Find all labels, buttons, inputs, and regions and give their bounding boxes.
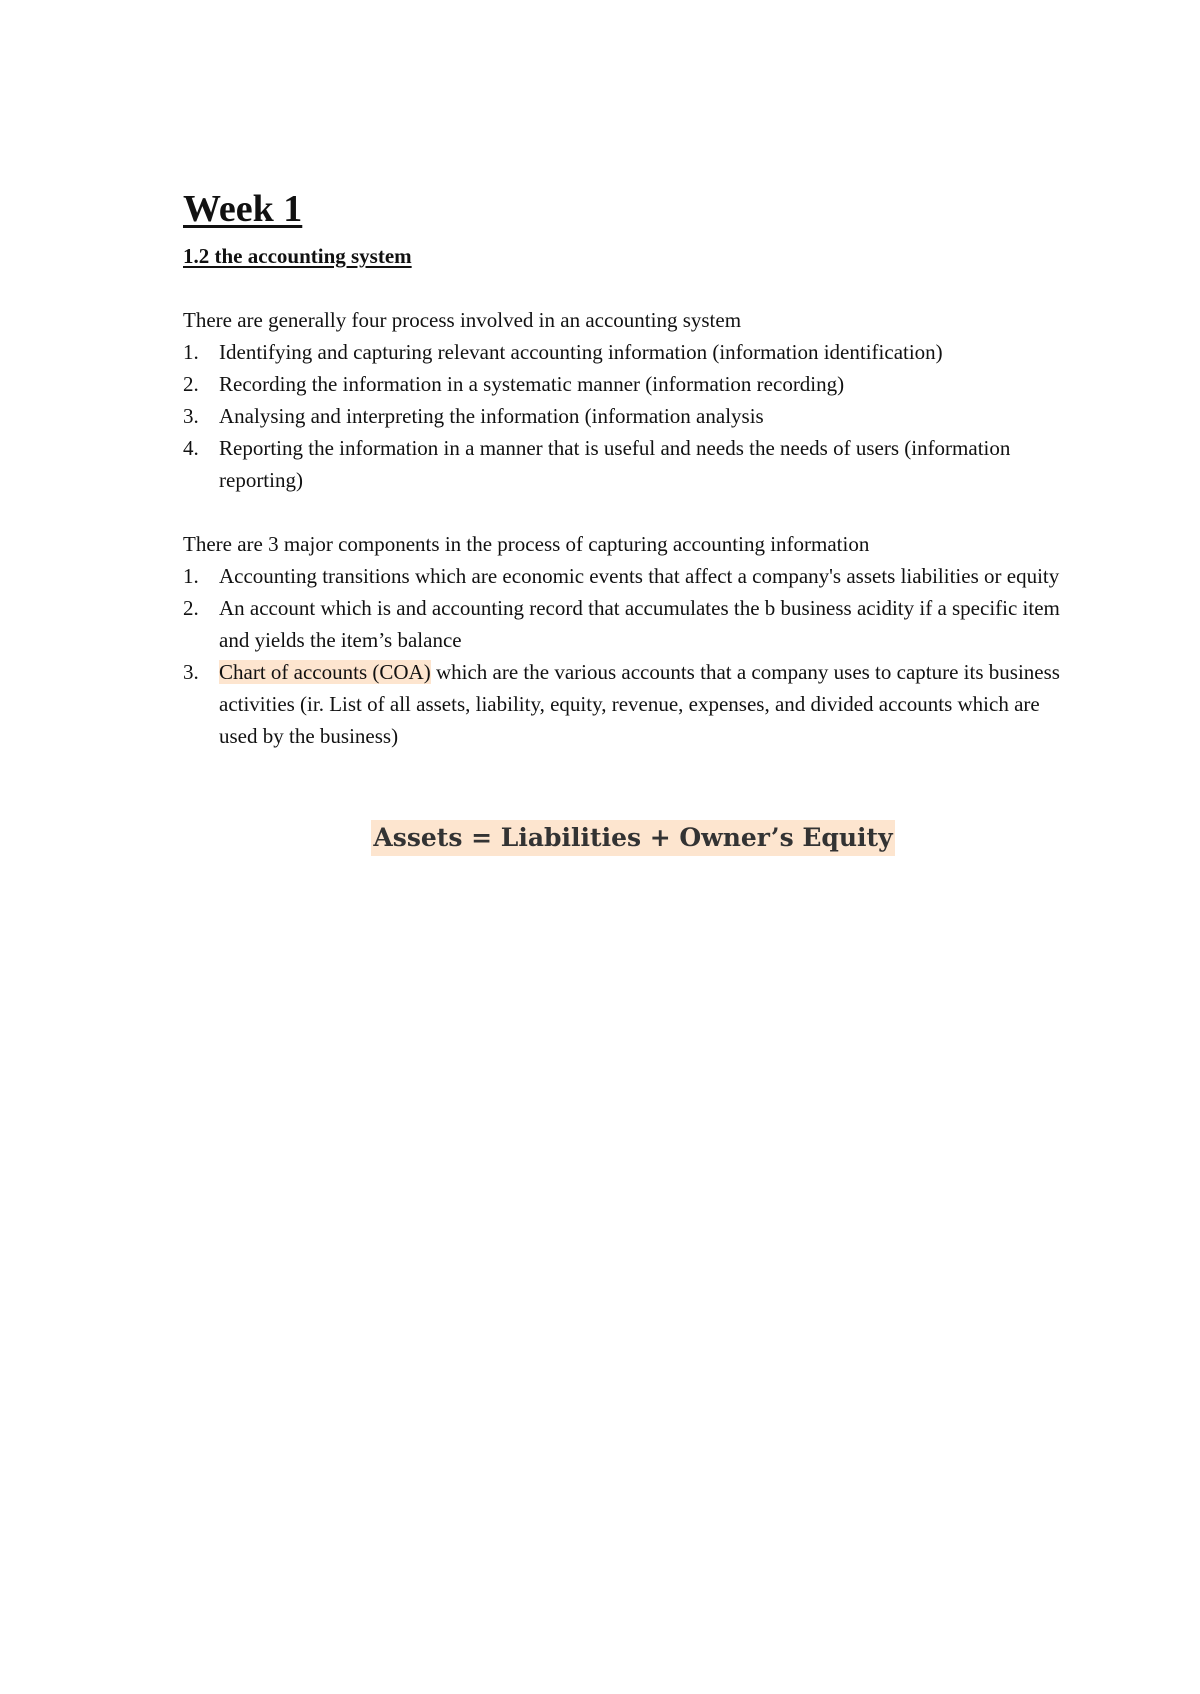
- list-item-text: Reporting the information in a manner that is useful and needs the needs of users (information reporting): [219, 436, 1011, 492]
- highlighted-term: Chart of accounts (COA): [219, 660, 431, 684]
- list-item: [183, 592, 1083, 656]
- section-subtitle: 1.2 the accounting system: [183, 244, 412, 268]
- list-number: 1.: [183, 340, 199, 364]
- list-item: [183, 656, 1083, 752]
- accounting-equation: Assets = Liabilities + Owner’s Equity: [371, 820, 894, 856]
- processes-list: [183, 336, 1083, 496]
- document-content: [183, 186, 1083, 856]
- list-number: 3.: [183, 404, 199, 428]
- list-item: [183, 368, 1083, 400]
- list-item: [183, 400, 1083, 432]
- list-item-text: An account which is and accounting record that accumulates the b business acidity if a specific item and yields the item’s balance: [219, 596, 1060, 652]
- list-item-text: which are the various accounts that a company uses to capture its business activities (ir. List of all assets, liability, equity, revenue, expenses, and divided accounts which are used by the business): [219, 660, 1060, 748]
- list-number: 1.: [183, 564, 199, 588]
- list-item-text: Recording the information in a systematic manner (information recording): [219, 372, 845, 396]
- list-item: [183, 560, 1083, 592]
- list-number: 2.: [183, 372, 199, 396]
- list-item: [183, 336, 1083, 368]
- page-title: Week 1: [183, 188, 303, 230]
- list-number: 2.: [183, 596, 199, 620]
- list-number: 3.: [183, 660, 199, 684]
- components-list: [183, 560, 1083, 752]
- list-item-text: Analysing and interpreting the information (information analysis: [219, 404, 764, 428]
- equation-block: [183, 820, 1083, 856]
- list-item-text: Accounting transitions which are economic events that affect a company's assets liabilities or equity: [219, 564, 1060, 588]
- processes-intro: There are generally four process involved in an accounting system: [183, 308, 742, 332]
- list-item: [183, 432, 1083, 496]
- list-item-text: Identifying and capturing relevant accounting information (information identification): [219, 340, 943, 364]
- components-intro: There are 3 major components in the process of capturing accounting information: [183, 532, 870, 556]
- list-number: 4.: [183, 436, 199, 460]
